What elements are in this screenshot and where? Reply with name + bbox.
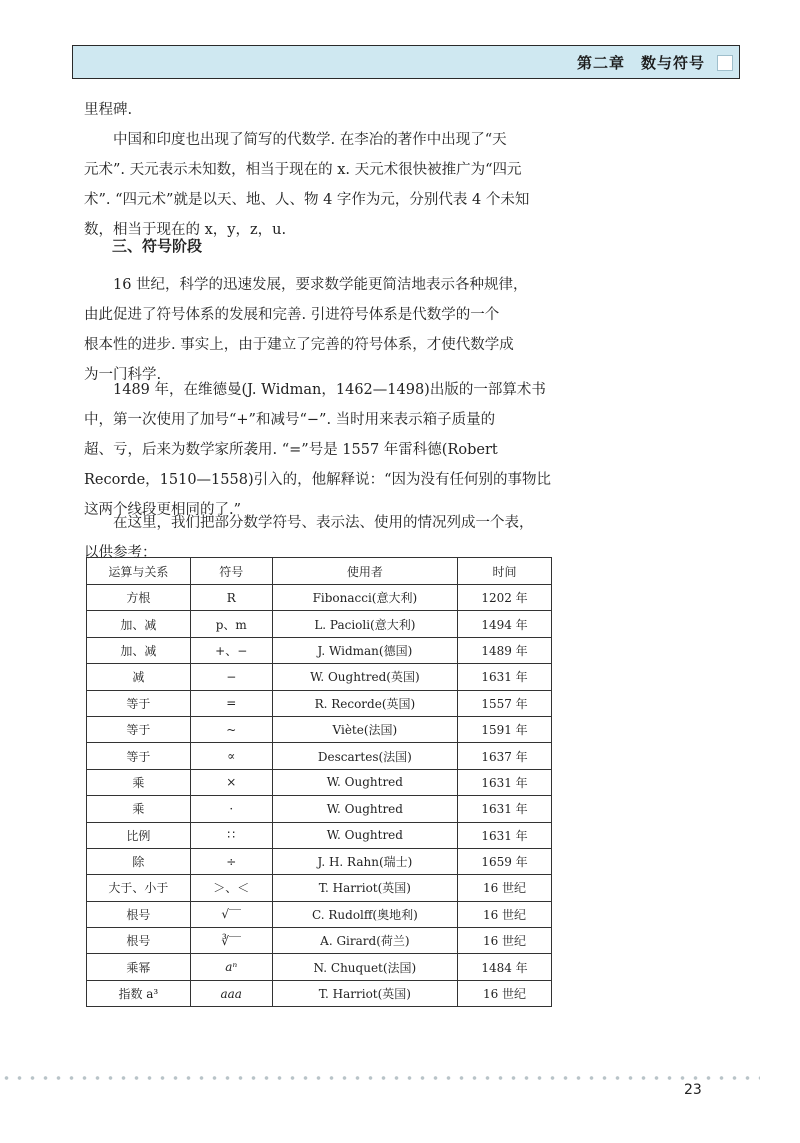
table-cell: 减 — [87, 664, 191, 690]
paragraph-line: 1489 年，在维德曼(J. Widman，1462—1498)出版的一部算术书 — [113, 382, 546, 398]
table-cell: 指数 a³ — [87, 980, 191, 1006]
table-cell: 1591 年 — [458, 716, 552, 742]
table-cell: L. Pacioli(意大利) — [272, 611, 457, 637]
table-cell: R. Recorde(英国) — [272, 690, 457, 716]
table-cell: 16 世纪 — [458, 928, 552, 954]
paragraph-line: 在这里，我们把部分数学符号、表示法、使用的情况列成一个表， — [113, 515, 534, 531]
table-cell: − — [190, 664, 272, 690]
paragraph-line: 数，相当于现在的 x，y，z，u. — [84, 222, 287, 238]
table-cell: aⁿ — [190, 954, 272, 980]
paragraph-line: 根本性的进步. 事实上，由于建立了完善的符号体系，才使代数学成 — [84, 337, 514, 353]
table-cell: 大于、小于 — [87, 875, 191, 901]
table-cell: 方根 — [87, 585, 191, 611]
table-cell: N. Chuquet(法国) — [272, 954, 457, 980]
table-cell: ÷ — [190, 848, 272, 874]
table-cell: 16 世纪 — [458, 875, 552, 901]
table-row — [87, 585, 552, 611]
table-row — [87, 611, 552, 637]
table-cell: Fibonacci(意大利) — [272, 585, 457, 611]
table-row — [87, 769, 552, 795]
table-cell: Descartes(法国) — [272, 743, 457, 769]
table-row — [87, 928, 552, 954]
table-row — [87, 743, 552, 769]
table-cell: 根号 — [87, 928, 191, 954]
paragraph-3 — [84, 270, 564, 390]
paragraph-line: 中，第一次使用了加号“+”和减号“−”. 当时用来表示箱子质量的 — [84, 412, 496, 428]
table-cell: 乘 — [87, 769, 191, 795]
table-cell: 等于 — [87, 743, 191, 769]
table-cell: T. Harriot(英国) — [272, 980, 457, 1006]
paragraph-line: Recorde，1510—1558)引入的，他解释说：“因为没有任何别的事物比 — [84, 472, 552, 488]
paragraph-line: 由此促进了符号体系的发展和完善. 引进符号体系是代数学的一个 — [84, 307, 500, 323]
table-cell: √‾‾ — [190, 901, 272, 927]
table-cell: ∛‾‾ — [190, 928, 272, 954]
table-cell: A. Girard(荷兰) — [272, 928, 457, 954]
table-cell: aaa — [190, 980, 272, 1006]
paragraph-line: 元术”. 天元表示未知数，相当于现在的 x. 天元术很快被推广为“四元 — [84, 162, 522, 178]
table-cell: 1489 年 — [458, 637, 552, 663]
table-cell: ∷ — [190, 822, 272, 848]
table-cell: C. Rudolff(奥地利) — [272, 901, 457, 927]
table-cell: × — [190, 769, 272, 795]
paragraph-line: 术”. “四元术”就是以天、地、人、物 4 字作为元，分别代表 4 个未知 — [84, 192, 530, 208]
paragraph-line: 16 世纪，科学的迅速发展，要求数学能更简洁地表示各种规律， — [113, 277, 528, 293]
table-cell: 比例 — [87, 822, 191, 848]
table-cell: 1637 年 — [458, 743, 552, 769]
table-cell: 乘 — [87, 796, 191, 822]
paragraph-line: 以供参考： — [84, 545, 157, 561]
table-cell: 16 世纪 — [458, 901, 552, 927]
table-cell: ∝ — [190, 743, 272, 769]
table-cell: 16 世纪 — [458, 980, 552, 1006]
page-number: 23 — [684, 1082, 702, 1098]
table-cell: R — [190, 585, 272, 611]
table-cell: 乘幂 — [87, 954, 191, 980]
table-cell: p、m — [190, 611, 272, 637]
paragraph-1: 里程碑. — [84, 102, 133, 118]
table-cell: W. Oughtred(英国) — [272, 664, 457, 690]
paragraph-line: 中国和印度也出现了简写的代数学. 在李冶的著作中出现了“天 — [113, 132, 507, 148]
table-cell: 1631 年 — [458, 796, 552, 822]
table-cell: W. Oughtred — [272, 822, 457, 848]
table-cell: W. Oughtred — [272, 796, 457, 822]
table-row — [87, 637, 552, 663]
table-cell: 1631 年 — [458, 664, 552, 690]
table-row — [87, 822, 552, 848]
table-body — [87, 585, 552, 1007]
table-row — [87, 690, 552, 716]
table-cell: · — [190, 796, 272, 822]
symbols-table — [86, 557, 552, 1007]
dotted-divider — [0, 1075, 760, 1081]
table-cell: 等于 — [87, 716, 191, 742]
table-cell: 1484 年 — [458, 954, 552, 980]
table-header-row — [87, 558, 552, 585]
table-cell: +、− — [190, 637, 272, 663]
table-row — [87, 664, 552, 690]
table-cell: 根号 — [87, 901, 191, 927]
table-row — [87, 796, 552, 822]
table-cell: 1494 年 — [458, 611, 552, 637]
column-header: 符号 — [190, 558, 272, 585]
paragraph-line: 超、亏，后来为数学家所袭用. “=”号是 1557 年雷科德(Robert — [84, 442, 498, 458]
table-cell: 1631 年 — [458, 822, 552, 848]
chapter-title: 第二章 数与符号 — [576, 54, 705, 72]
header-square-icon — [717, 55, 733, 71]
paragraph-4 — [84, 375, 564, 525]
table-cell: W. Oughtred — [272, 769, 457, 795]
table-cell: = — [190, 690, 272, 716]
table-cell: ~ — [190, 716, 272, 742]
table-row — [87, 954, 552, 980]
paragraph-2 — [84, 125, 564, 245]
table-cell: ＞、＜ — [190, 875, 272, 901]
table-cell: 1202 年 — [458, 585, 552, 611]
table-cell: 加、减 — [87, 637, 191, 663]
table-row — [87, 848, 552, 874]
column-header: 运算与关系 — [87, 558, 191, 585]
table-cell: Viète(法国) — [272, 716, 457, 742]
table-cell: 1659 年 — [458, 848, 552, 874]
table-cell: 除 — [87, 848, 191, 874]
table-row — [87, 875, 552, 901]
table-cell: 加、减 — [87, 611, 191, 637]
column-header: 使用者 — [272, 558, 457, 585]
table-cell: 1557 年 — [458, 690, 552, 716]
chapter-header — [72, 45, 740, 79]
table-row — [87, 716, 552, 742]
table-row — [87, 980, 552, 1006]
table-cell: J. H. Rahn(瑞士) — [272, 848, 457, 874]
column-header: 时间 — [458, 558, 552, 585]
table-row — [87, 901, 552, 927]
table-cell: J. Widman(德国) — [272, 637, 457, 663]
paragraph-line: 为一门科学. — [84, 367, 162, 383]
section-title: 三、符号阶段 — [112, 237, 203, 255]
table-cell: 等于 — [87, 690, 191, 716]
paragraph-line: 这两个线段更相同的了.” — [84, 502, 242, 518]
table-cell: T. Harriot(英国) — [272, 875, 457, 901]
table-cell: 1631 年 — [458, 769, 552, 795]
